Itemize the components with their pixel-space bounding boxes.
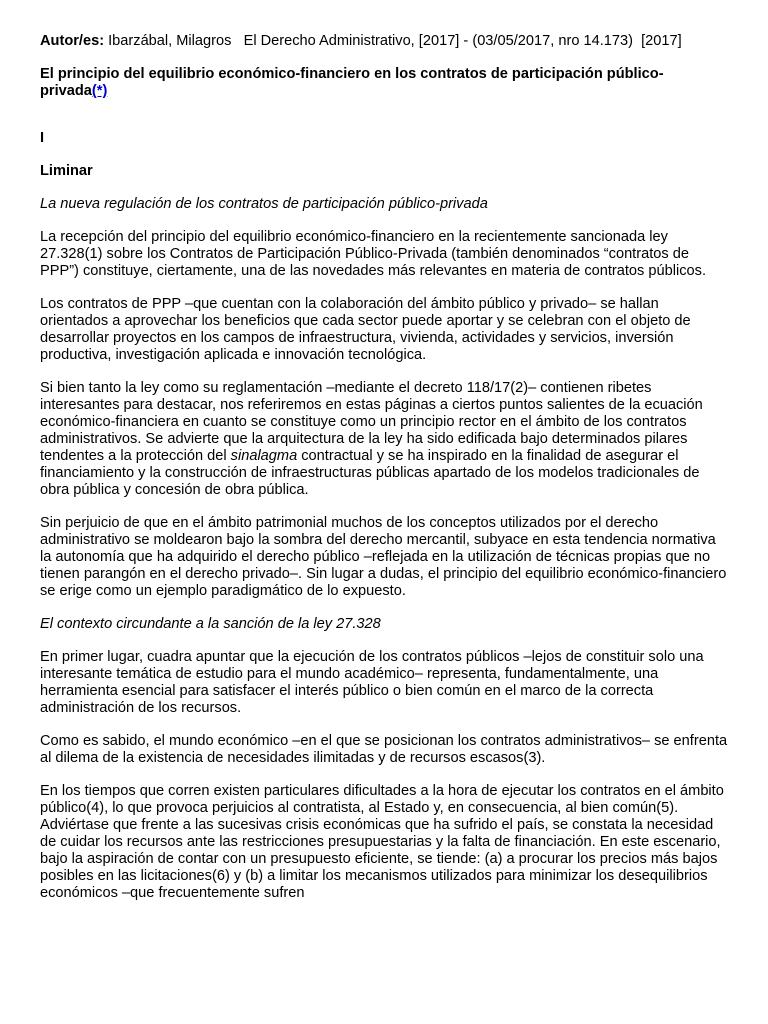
subheading-new-regulation: La nueva regulación de los contratos de participación público-privada bbox=[40, 196, 488, 212]
paragraph-7: En los tiempos que corren existen particulares dificultades a la hora de ejecutar los contratos en el ámbito público(4), lo que provoca perjuicios al contratista, al Estado y, en consecuencia, al bien común(5). Adviértase que frente a las sucesivas crisis económicas que ha sufrido el país, se constata la necesidad de cuidar los recursos ante las restricciones presupuestarias y la falta de financiación. En este escenario, bajo la aspiración de contar con un presupuesto eficiente, se tiende: (a) a procurar los precios más bajos posibles en las licitaciones(6) y (b) a limitar los mecanismos utilizados para minimizar los desequilibrios económicos –que frecuentemente sufren bbox=[40, 783, 724, 901]
paragraph-2: Los contratos de PPP –que cuentan con la colaboración del ámbito público y privado– se hallan orientados a aprovechar los beneficios que cada sector puede aportar y se celebran con el objeto de desarrollar proyectos en los campos de infraestructura, vivienda, actividades y servicios, inversión productiva, investigación aplicada e innovación tecnológica. bbox=[40, 296, 691, 363]
paragraph-5: En primer lugar, cuadra apuntar que la ejecución de los contratos públicos –lejos de constituir solo una interesante temática de estudio para el mundo académico– representa, fundamentalmente, una herramienta esencial para satisfacer el interés público o bien común en el marco de la correcta administración de los recursos. bbox=[40, 649, 704, 716]
title-footnote-link[interactable]: (*) bbox=[91, 83, 108, 99]
citation-year: [2017] bbox=[641, 33, 682, 49]
paragraph-1: La recepción del principio del equilibrio económico-financiero en la recientemente sancionada ley 27.328(1) sobre los Contratos de Participación Público-Privada (también denominados “contratos de PPP”) constituye, ciertamente, una de las novedades más relevantes en materia de contratos públicos. bbox=[40, 229, 706, 279]
paragraph-6: Como es sabido, el mundo económico –en el que se posicionan los contratos administrativos– se enfrenta al dilema de la existencia de necesidades ilimitadas y de recursos escasos(3). bbox=[40, 733, 728, 766]
citation-line bbox=[40, 33, 730, 50]
paragraph-4: Sin perjuicio de que en el ámbito patrimonial muchos de los conceptos utilizados por el derecho administrativo se moldearon bajo la sombra del derecho mercantil, subyace en esta tendencia normativa la autonomía que ha adquirido el derecho público –reflejada en la utilización de técnicas propias que no tienen parangón en el derecho privado–. Sin lugar a dudas, el principio del equilibrio económico-financiero se erige como un ejemplo paradigmático de lo expuesto. bbox=[40, 515, 727, 599]
author-label: Autor/es: bbox=[40, 33, 105, 49]
paragraph-3-end: contractual y se ha inspirado en la finalidad de asegurar el financiamiento y la construcción de infraestructuras públicas apartado de los modelos tradicionales de obra pública y concesión de obra pública. bbox=[40, 448, 700, 498]
paragraph-3-emphasis: sinalagma bbox=[230, 448, 298, 464]
paragraph-3-start: Si bien tanto la ley como su reglamentación –mediante el decreto 118/17(2)– contienen ribetes interesantes para destacar, nos referiremos en estas páginas a ciertos puntos salientes de la ecuación económico-financiera en cuanto se constituye como un principio rector en el ámbito de los contratos administrativos. Se advierte que la arquitectura de la ley ha sido edificada bajo determinados pilares tendentes a la protección del bbox=[40, 380, 703, 464]
article-title-text: El principio del equilibrio económico-financiero en los contratos de participación público-privada bbox=[40, 66, 664, 99]
article-title bbox=[40, 66, 730, 100]
section-heading: Liminar bbox=[40, 163, 93, 179]
author-name: Ibarzábal, Milagros bbox=[108, 33, 232, 49]
source-citation: El Derecho Administrativo, [2017] - (03/05/2017, nro 14.173) bbox=[243, 33, 633, 49]
section-number: I bbox=[40, 130, 45, 146]
paragraph-3 bbox=[40, 380, 730, 499]
subheading-context: El contexto circundante a la sanción de la ley 27.328 bbox=[40, 616, 381, 632]
